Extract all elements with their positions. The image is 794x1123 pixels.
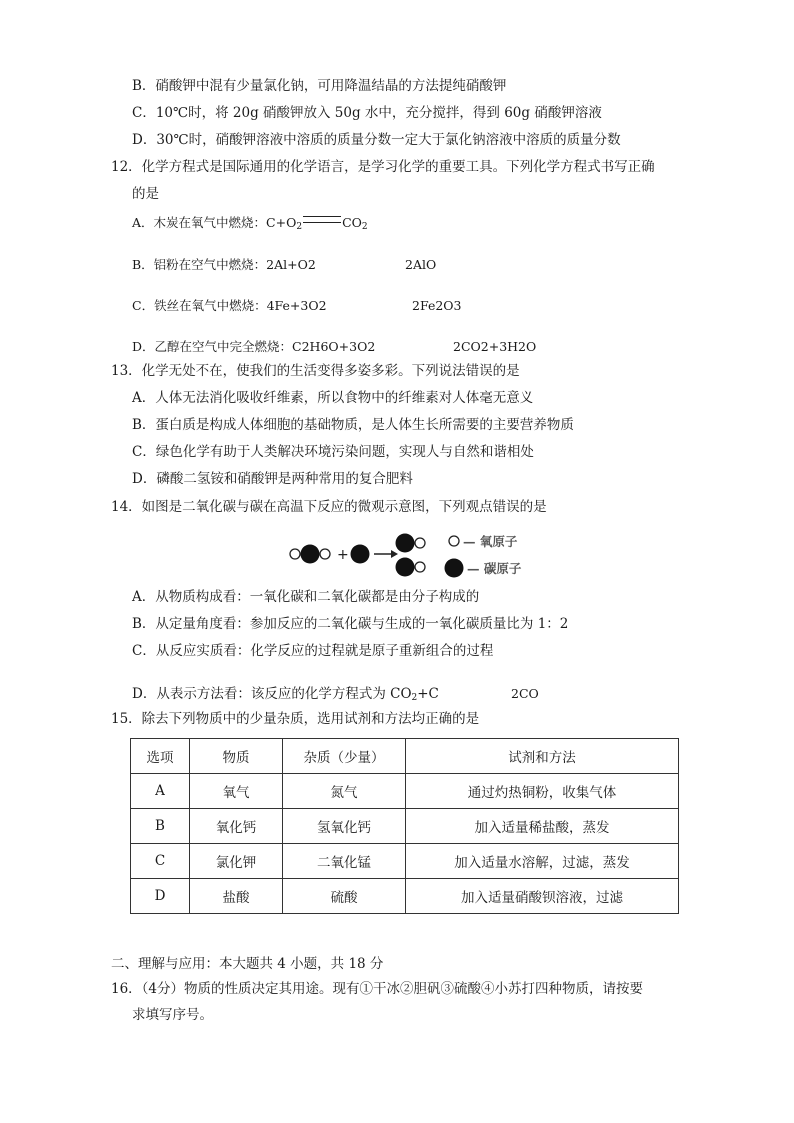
q13-option-d: D．磷酸二氢铵和硝酸钾是两种常用的复合肥料 xyxy=(132,471,413,487)
q11-option-c: C．10℃时，将 20g 硝酸钾放入 50g 水中，充分搅拌，得到 60g 硝酸钾溶液 xyxy=(132,105,602,121)
table-row xyxy=(131,809,679,844)
q11-option-b: B．硝酸钾中混有少量氯化钠，可用降温结晶的方法提纯硝酸钾 xyxy=(132,78,507,94)
table-row xyxy=(131,879,679,914)
q16-stem-cont: 求填写序号。 xyxy=(132,1007,213,1023)
table-row xyxy=(131,844,679,879)
table-cell: C xyxy=(131,844,190,879)
legend-carbon-icon xyxy=(445,559,464,578)
table-cell: 硫酸 xyxy=(283,879,406,914)
q13-stem: 13．化学无处不在，使我们的生活变得多姿多彩。下列说法错误的是 xyxy=(111,363,520,379)
arrow-head-icon xyxy=(391,550,398,558)
table-header-cell: 选项 xyxy=(131,739,190,774)
table-row xyxy=(131,774,679,809)
legend-oxygen-icon xyxy=(449,536,459,546)
table-cell: 氧化钙 xyxy=(190,809,283,844)
plus-sign: + xyxy=(337,547,349,563)
co-carbon-atom-bottom xyxy=(396,558,415,577)
section-2-title: 二、理解与应用：本大题共 4 小题，共 18 分 xyxy=(111,956,384,972)
table-cell: 加入适量硝酸钡溶液，过滤 xyxy=(406,879,679,914)
reactant-carbon-atom xyxy=(351,545,370,564)
table-cell: 氯化钾 xyxy=(190,844,283,879)
q15-stem: 15．除去下列物质中的少量杂质，选用试剂和方法均正确的是 xyxy=(111,711,480,727)
table-cell: 氧气 xyxy=(190,774,283,809)
table-cell: 氢氧化钙 xyxy=(283,809,406,844)
q14-option-d-product: 2CO xyxy=(511,686,539,701)
reaction-diagram-svg xyxy=(285,530,535,580)
q12-option-b: B．铝粉在空气中燃烧：2Al+O2 xyxy=(132,257,316,272)
table-cell: 通过灼热铜粉，收集气体 xyxy=(406,774,679,809)
legend-oxygen-label: — 氧原子 xyxy=(463,534,518,549)
q12-option-d-product: 2CO2+3H2O xyxy=(453,339,537,354)
equals-sign-icon xyxy=(303,216,341,223)
legend-carbon-label: — 碳原子 xyxy=(467,561,522,576)
impurity-table xyxy=(130,738,679,914)
q12-option-d: D．乙醇在空气中完全燃烧：C2H6O+3O2 xyxy=(132,339,376,354)
table-cell: 二氧化锰 xyxy=(283,844,406,879)
q14-option-a: A．从物质构成看：一氧化碳和二氧化碳都是由分子构成的 xyxy=(132,589,480,605)
q12-option-b-product: 2AlO xyxy=(405,257,437,272)
table-cell: 盐酸 xyxy=(190,879,283,914)
q11-option-d: D．30℃时，硝酸钾溶液中溶质的质量分数一定大于氯化钠溶液中溶质的质量分数 xyxy=(132,132,621,148)
q12-option-c-product: 2Fe2O3 xyxy=(412,298,462,313)
table-header-cell: 杂质（少量） xyxy=(283,739,406,774)
table-header-row xyxy=(131,739,679,774)
q13-option-b: B．蛋白质是构成人体细胞的基础物质，是人体生长所需要的主要营养物质 xyxy=(132,417,574,433)
q14-option-d: D．从表示方法看：该反应的化学方程式为 $CO_2+C$ xyxy=(132,686,439,703)
q12-stem: 12．化学方程式是国际通用的化学语言，是学习化学的重要工具。下列化学方程式书写正确 xyxy=(111,159,655,175)
table-cell: D xyxy=(131,879,190,914)
co-oxygen-atom-bottom xyxy=(415,562,425,572)
q13-option-a: A．人体无法消化吸收纤维素，所以食物中的纤维素对人体毫无意义 xyxy=(132,390,534,406)
table-cell: 加入适量水溶解，过滤，蒸发 xyxy=(406,844,679,879)
co2-oxygen-atom-right xyxy=(320,549,330,559)
co2-oxygen-atom-left xyxy=(290,549,300,559)
table-header-cell: 试剂和方法 xyxy=(406,739,679,774)
q12-option-a: A．木炭在氧气中燃烧：$C+O_2$ $CO_2$ xyxy=(132,215,368,232)
q12-stem-cont: 的是 xyxy=(132,186,159,202)
table-cell: A xyxy=(131,774,190,809)
q16-stem: 16．（4分）物质的性质决定其用途。现有①干冰②胆矾③硫酸④小苏打四种物质，请按要 xyxy=(111,981,644,997)
q13-option-c: C．绿色化学有助于人类解决环境污染问题，实现人与自然和谐相处 xyxy=(132,444,534,460)
q14-stem: 14．如图是二氧化碳与碳在高温下反应的微观示意图，下列观点错误的是 xyxy=(111,499,547,515)
table-header-cell: 物质 xyxy=(190,739,283,774)
co-oxygen-atom-top xyxy=(415,538,425,548)
q14-option-b: B．从定量角度看：参加反应的二氧化碳与生成的一氧化碳质量比为 1：2 xyxy=(132,616,569,632)
co2-carbon-atom xyxy=(301,545,320,564)
table-cell: 氮气 xyxy=(283,774,406,809)
reaction-diagram xyxy=(285,530,535,580)
table-cell: B xyxy=(131,809,190,844)
table-cell: 加入适量稀盐酸，蒸发 xyxy=(406,809,679,844)
co-carbon-atom-top xyxy=(396,534,415,553)
q12-option-c: C．铁丝在氧气中燃烧：4Fe+3O2 xyxy=(132,298,327,313)
q14-option-c: C．从反应实质看：化学反应的过程就是原子重新组合的过程 xyxy=(132,643,494,659)
